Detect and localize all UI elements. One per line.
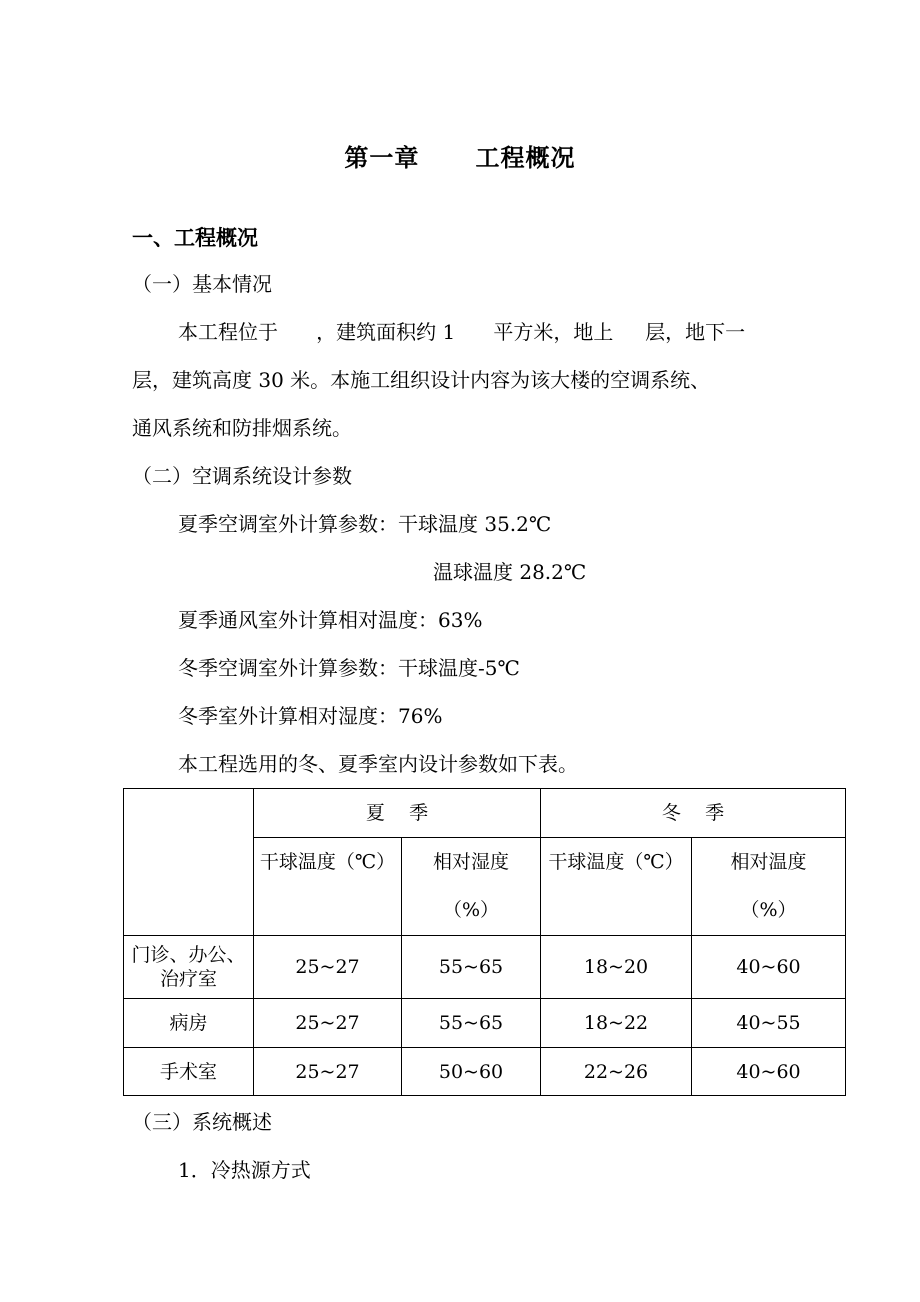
cell-summer-rh: 50~60 <box>402 1048 541 1096</box>
cell-winter-dry: 22~26 <box>541 1048 692 1096</box>
header-summer: 夏 季 <box>254 789 541 838</box>
table-row <box>124 1048 846 1096</box>
row-label: 病房 <box>124 999 254 1048</box>
param-summer-wet-bulb: 温球温度 28.2℃ <box>433 560 587 584</box>
cell-summer-rh: 55~65 <box>402 936 541 999</box>
chapter-title: 第一章 工程概况 <box>344 144 576 172</box>
paragraph-line: 通风系统和防排烟系统。 <box>132 416 352 440</box>
cell-winter-rh: 40~60 <box>692 1048 846 1096</box>
header-winter: 冬 季 <box>541 789 846 838</box>
cell-summer-dry: 25~27 <box>254 999 402 1048</box>
header-summer-rh: 相对湿度 （%） <box>402 838 541 936</box>
cell-summer-dry: 25~27 <box>254 936 402 999</box>
list-item: 1．冷热源方式 <box>178 1158 311 1182</box>
paragraph-line: 本工程位于 ，建筑面积约 1 平方米，地上 层，地下一 <box>178 320 746 344</box>
param-winter-ac: 冬季空调室外计算参数：干球温度-5℃ <box>178 656 520 680</box>
table-corner-cell <box>124 789 254 936</box>
cell-winter-rh: 40~60 <box>692 936 846 999</box>
table-intro: 本工程选用的冬、夏季室内设计参数如下表。 <box>178 752 578 776</box>
cell-winter-dry: 18~22 <box>541 999 692 1048</box>
header-winter-dry-bulb: 干球温度（℃） <box>541 838 692 936</box>
param-summer-ac: 夏季空调室外计算参数：干球温度 35.2℃ <box>178 512 552 536</box>
row-label: 门诊、办公、 治疗室 <box>124 936 254 999</box>
header-summer-dry-bulb: 干球温度（℃） <box>254 838 402 936</box>
cell-winter-dry: 18~20 <box>541 936 692 999</box>
cell-winter-rh: 40~55 <box>692 999 846 1048</box>
subsection-system-overview: （三）系统概述 <box>132 1110 272 1134</box>
paragraph-line: 层，建筑高度 30 米。本施工组织设计内容为该大楼的空调系统、 <box>132 368 711 392</box>
cell-summer-dry: 25~27 <box>254 1048 402 1096</box>
param-winter-humidity: 冬季室外计算相对湿度：76% <box>178 704 443 728</box>
header-winter-rh: 相对温度 （%） <box>692 838 846 936</box>
table-row <box>124 936 846 999</box>
subsection-basic-info: （一）基本情况 <box>132 272 272 296</box>
row-label: 手术室 <box>124 1048 254 1096</box>
section-heading: 一、工程概况 <box>132 226 258 250</box>
subsection-design-params: （二）空调系统设计参数 <box>132 464 352 488</box>
table-row <box>124 999 846 1048</box>
design-params-table <box>123 788 846 1096</box>
cell-summer-rh: 55~65 <box>402 999 541 1048</box>
param-summer-vent: 夏季通风室外计算相对温度：63% <box>178 608 483 632</box>
